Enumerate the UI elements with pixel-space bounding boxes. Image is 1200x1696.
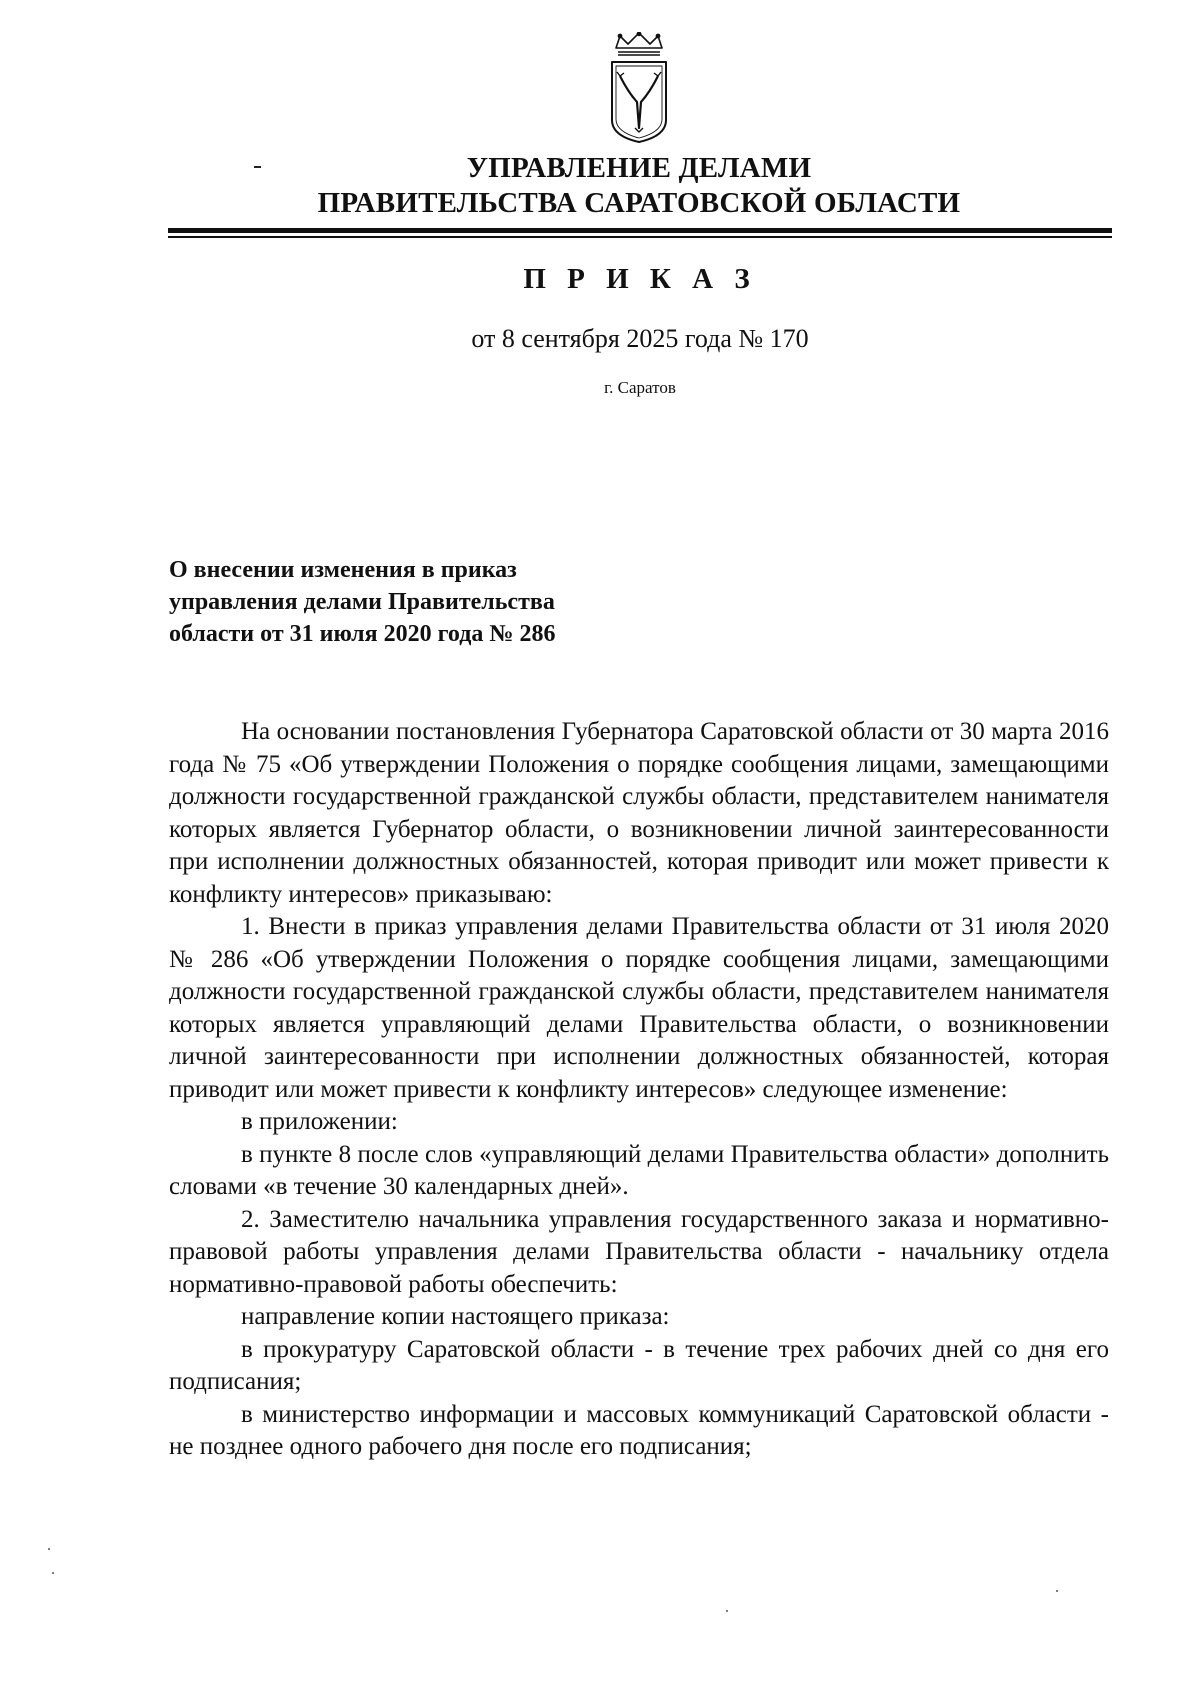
subject-line: области от 31 июля 2020 года № 286 bbox=[169, 621, 556, 647]
subject-line: О внесении изменения в приказ bbox=[169, 557, 517, 583]
body-paragraph-item-2: 2. Заместителю начальника управления государственного заказа и нормативно-правовой работы управления делами Правительства области - начальнику отдела нормативно-правовой работы обеспечить: bbox=[169, 1205, 1109, 1298]
coat-of-arms-emblem bbox=[606, 32, 672, 144]
org-title-line2: ПРАВИТЕЛЬСТВА САРАТОВСКОЙ ОБЛАСТИ bbox=[317, 187, 961, 219]
body-paragraph: в пункте 8 после слов «управляющий делами Правительства области» дополнить словами «в течение 30 календарных дней». bbox=[169, 1140, 1109, 1200]
scan-speck bbox=[52, 1572, 54, 1574]
scan-speck bbox=[48, 1548, 50, 1550]
body-paragraph-item-1: 1. Внести в приказ управления делами Правительства области от 31 июля 2020 № 286 «Об утверждении Положения о порядке сообщения лицами, замещающими должности государственной гражданской службы области, представителем нанимателя которых является управляющий делами Правительства области, о возникновении личной заинтересованности при исполнении должностных обязанностей, которая приводит или может привести к конфликту интересов» следующее изменение: bbox=[169, 913, 1109, 1103]
subject-line: управления делами Правительства bbox=[169, 589, 555, 615]
body-paragraph: в министерство информации и массовых коммуникаций Саратовской области - не позднее одного рабочего дня после его подписания; bbox=[169, 1400, 1109, 1460]
document-type: П Р И К А З bbox=[523, 263, 757, 295]
body-paragraph: в прокуратуру Саратовской области - в течение трех рабочих дней со дня его подписания; bbox=[169, 1335, 1109, 1395]
org-title-line1: УПРАВЛЕНИЕ ДЕЛАМИ bbox=[466, 152, 812, 184]
body-paragraph: в приложении: bbox=[241, 1108, 398, 1135]
document-date-number: от 8 сентября 2025 года № 170 bbox=[471, 324, 809, 353]
body-paragraph: направление копии настоящего приказа: bbox=[241, 1303, 670, 1330]
header-rule-thick bbox=[168, 228, 1112, 233]
header-rule-thin bbox=[168, 236, 1112, 238]
document-subject bbox=[169, 554, 769, 650]
document-body bbox=[169, 716, 1109, 1464]
scan-speck bbox=[726, 1610, 728, 1612]
document-city: г. Саратов bbox=[604, 378, 676, 397]
scan-speck bbox=[1056, 1590, 1058, 1592]
body-paragraph-preamble: На основании постановления Губернатора Саратовской области от 30 марта 2016 года № 75 «Об утверждении Положения о порядке сообщения лицами, замещающими должности государственной гражданской службы области, представителем нанимателя которых является Губернатор области, о возникновении личной заинтересованности при исполнении должностных обязанностей, которая приводит или может привести к конфликту интересов» приказываю: bbox=[169, 718, 1109, 908]
